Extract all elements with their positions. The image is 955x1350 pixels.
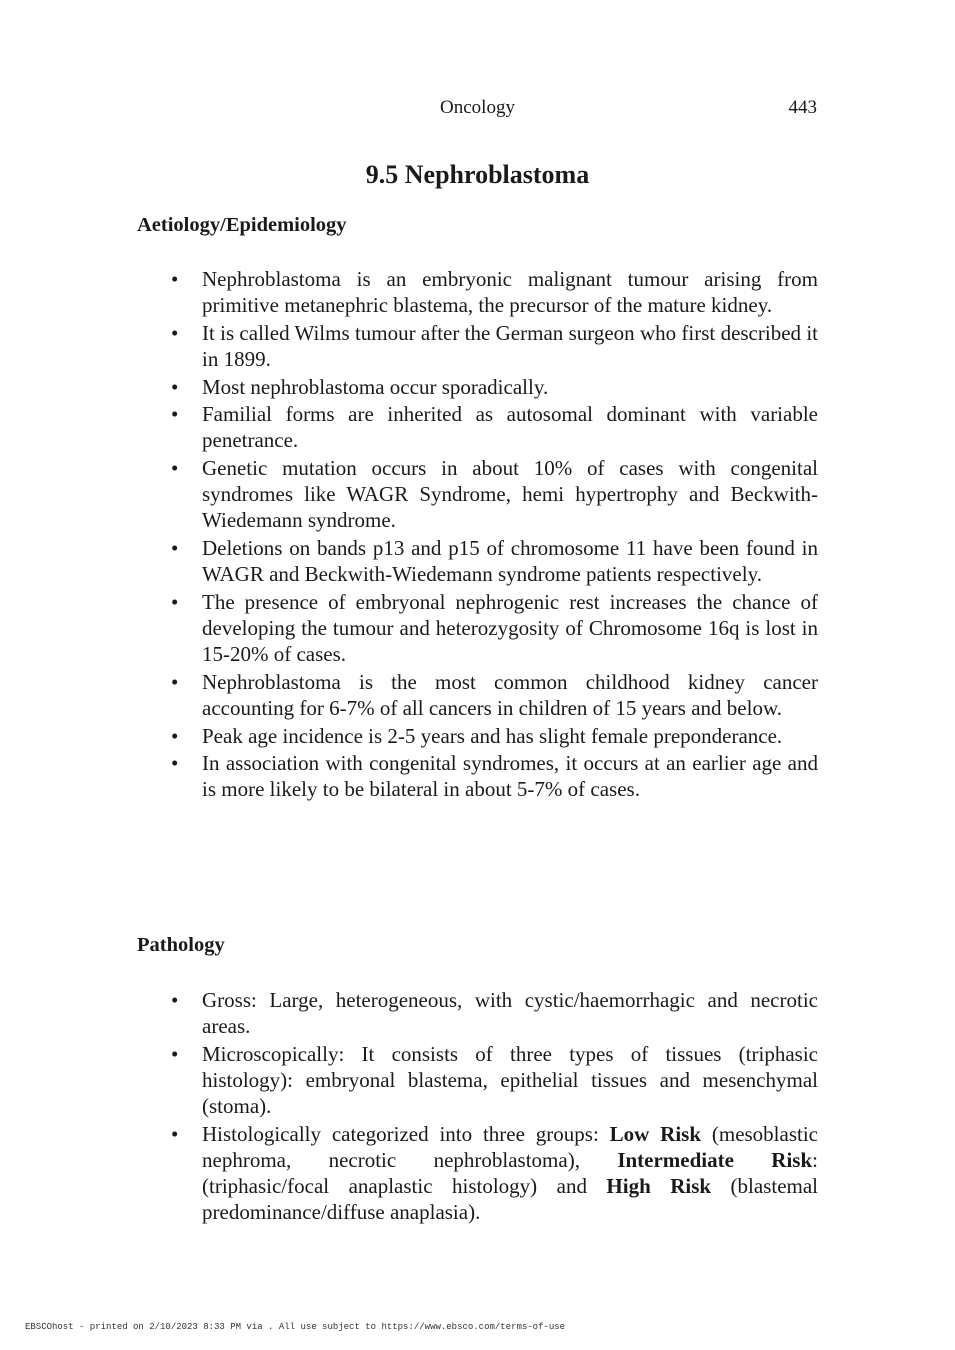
list-item: • Deletions on bands p13 and p15 of chromosome 11 have been found in WAGR and Beckwith-Wiedemann syndrome patients respectively. bbox=[202, 535, 818, 587]
list-item: • The presence of embryonal nephrogenic rest increases the chance of developing the tumour and heterozygosity of Chromosome 16q is lost in 15-20% of cases. bbox=[202, 589, 818, 668]
running-head-section: Oncology bbox=[440, 97, 515, 118]
high-risk-text: (blastemal predominance/diffuse anaplasia). bbox=[202, 1174, 819, 1225]
risk-intro: Histologically categorized into three groups: bbox=[202, 1121, 610, 1146]
chapter-title: 9.5 Nephroblastoma bbox=[365, 160, 590, 189]
high-risk-label: High Risk bbox=[606, 1174, 712, 1199]
list-item: • Nephroblastoma is an embryonic malignant tumour arising from primitive metanephric blastema, the precursor of the mature kidney. bbox=[202, 266, 818, 318]
intermediate-risk-text: : (triphasic/focal anaplastic histology) and bbox=[202, 1148, 818, 1199]
list-item: • Most nephroblastoma occur sporadically. bbox=[202, 374, 818, 400]
intermediate-risk-label: Intermediate Risk bbox=[617, 1148, 813, 1172]
list-item: • Genetic mutation occurs in about 10% of cases with congenital syndromes like WAGR Syndrome, hemi hypertrophy and Beckwith- Wiedemann syndrome. bbox=[202, 455, 818, 534]
heading-pathology: Pathology bbox=[137, 934, 225, 956]
list-item: • Nephroblastoma is the most common childhood kidney cancer accounting for 6-7% of all cancers in children of 15 years and below. bbox=[202, 669, 818, 721]
list-item: • Gross: Large, heterogeneous, with cystic/haemorrhagic and necrotic areas. bbox=[202, 987, 818, 1039]
heading-aetiology: Aetiology/Epidemiology bbox=[137, 214, 347, 236]
aetiology-list bbox=[202, 266, 818, 804]
low-risk-label: Low Risk bbox=[609, 1121, 702, 1146]
running-head bbox=[0, 97, 955, 121]
list-item: • In association with congenital syndromes, it occurs at an earlier age and is more likely to be bilateral in about 5-7% of cases. bbox=[202, 750, 818, 802]
print-footer: EBSCOhost - printed on 2/10/2023 8:33 PM via . All use subject to https://www.ebsco.com/terms-of-use bbox=[25, 1322, 566, 1332]
list-item-risk bbox=[202, 1121, 818, 1226]
page-number: 443 bbox=[788, 97, 817, 118]
pathology-list bbox=[202, 987, 818, 1227]
list-item: • Microscopically: It consists of three types of tissues (triphasic histology): embryonal blastema, epithelial tissues and mesenchymal (stoma). bbox=[202, 1041, 818, 1120]
list-item: • It is called Wilms tumour after the German surgeon who first described it in 1899. bbox=[202, 320, 818, 372]
low-risk-text: (mesoblastic nephroma, necrotic nephroblastoma), bbox=[202, 1121, 819, 1172]
list-item: • Familial forms are inherited as autosomal dominant with variable penetrance. bbox=[202, 401, 818, 453]
list-item: • Peak age incidence is 2-5 years and has slight female preponderance. bbox=[202, 723, 818, 749]
